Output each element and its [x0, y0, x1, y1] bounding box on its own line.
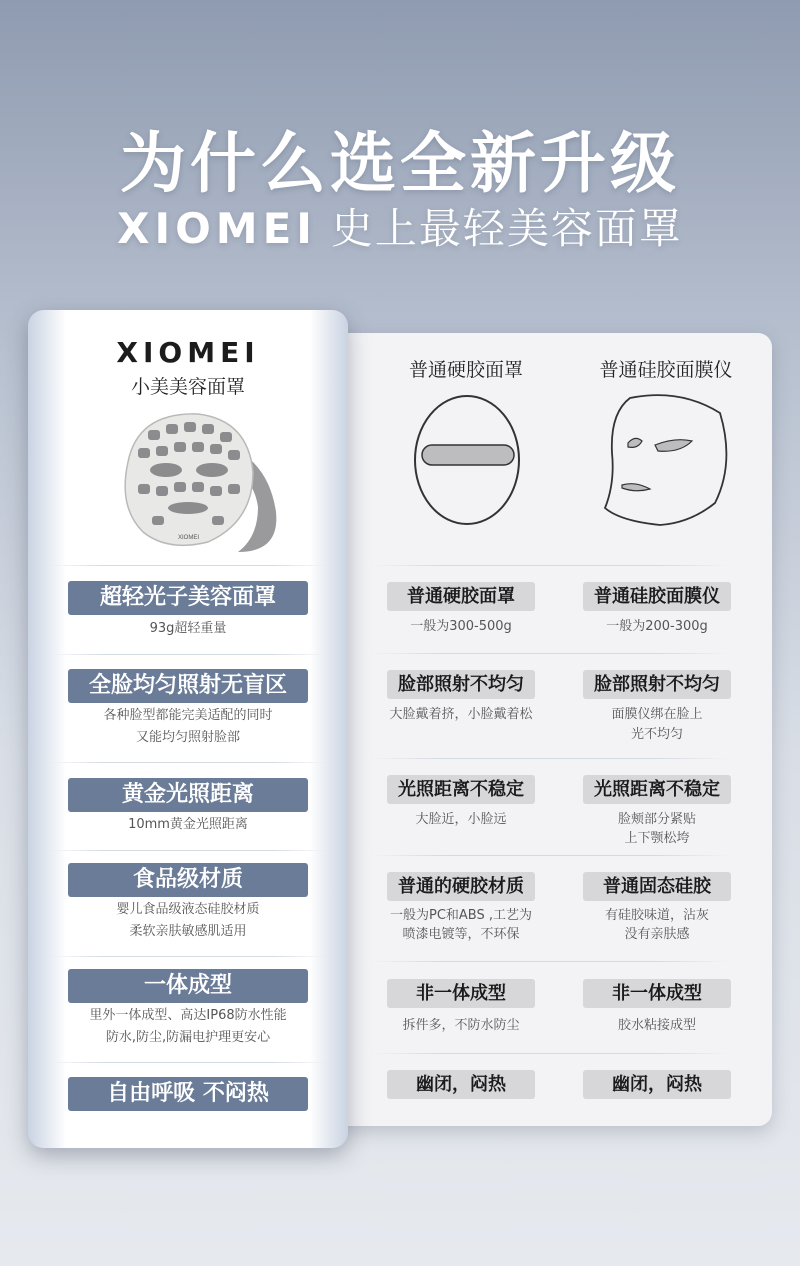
silicone-mask-material-tag: 普通固态硅胶 — [583, 872, 731, 901]
row-divider — [370, 961, 730, 962]
silicone-mask-coverage-tag: 脸部照射不均匀 — [583, 670, 731, 699]
brand-logo: XIOMEI — [116, 336, 260, 369]
feature-material-title: 食品级材质 — [68, 863, 308, 897]
feature-molding-desc-line1: 里外一体成型、高达IP68防水性能 — [89, 1008, 287, 1023]
feature-lightweight-title: 超轻光子美容面罩 — [68, 581, 308, 615]
hard-mask-material-desc-line1: 一般为PC和ABS ,工艺为 — [389, 908, 533, 923]
product-name: 小美美容面罩 — [130, 376, 245, 398]
row-divider — [48, 565, 328, 566]
subtitle-text: 史上最轻美容面罩 — [330, 204, 683, 253]
row-divider — [48, 956, 328, 957]
silicone-mask-breath-tag: 幽闭，闷热 — [583, 1070, 731, 1099]
row-divider — [370, 565, 730, 566]
silicone-mask-molding-desc: 胶水粘接成型 — [617, 1018, 696, 1033]
silicone-mask-distance-desc-line1: 脸颊部分紧贴 — [617, 812, 696, 827]
silicone-mask-weight-tag: 普通硅胶面膜仪 — [583, 582, 731, 611]
row-divider — [48, 850, 328, 851]
hard-mask-distance-desc: 大脸近，小脸远 — [415, 812, 507, 827]
hard-mask-illustration — [412, 393, 522, 528]
feature-breathable-title: 自由呼吸 不闷热 — [68, 1077, 308, 1111]
xiomei-product-panel — [28, 310, 348, 1148]
silicone-mask-coverage-desc-line2: 光不均匀 — [630, 727, 683, 742]
hard-mask-coverage-tag: 脸部照射不均匀 — [387, 670, 535, 699]
silicone-mask-molding-tag: 非一体成型 — [583, 979, 731, 1008]
hard-mask-coverage-desc: 大脸戴着挤，小脸戴着松 — [389, 707, 533, 722]
page-header — [0, 0, 800, 300]
feature-coverage-title: 全脸均匀照射无盲区 — [68, 669, 308, 703]
row-divider — [370, 1053, 730, 1054]
silicone-mask-distance-desc-line2: 上下颚松垮 — [624, 831, 690, 846]
feature-material-desc-line2: 柔软亲肤敏感肌适用 — [129, 924, 247, 939]
feature-material-desc-line1: 婴儿食品级液态硅胶材质 — [116, 902, 260, 917]
row-divider — [48, 762, 328, 763]
hard-mask-weight-desc: 一般为300-500g — [410, 619, 512, 634]
silicone-mask-coverage-desc-line1: 面膜仪绑在脸上 — [611, 707, 703, 722]
comparison-panel — [330, 333, 772, 1126]
column-header-hard-mask: 普通硬胶面罩 — [408, 359, 523, 381]
page-title: 为什么选全新升级 — [120, 125, 680, 202]
page-subtitle — [0, 196, 800, 256]
row-divider — [370, 758, 730, 759]
row-divider — [48, 1062, 328, 1063]
subtitle-brand: XIOMEI — [117, 204, 317, 253]
feature-molding-desc-line2: 防水,防尘,防漏电护理更安心 — [105, 1030, 271, 1045]
mask-embossed-logo: XIOMEI — [178, 535, 200, 541]
silicone-mask-distance-tag: 光照距离不稳定 — [583, 775, 731, 804]
silicone-mask-material-desc-line2: 没有亲肤感 — [624, 927, 690, 942]
hard-mask-molding-tag: 非一体成型 — [387, 979, 535, 1008]
row-divider — [370, 855, 730, 856]
silicone-mask-weight-desc: 一般为200-300g — [606, 619, 708, 634]
hard-mask-material-desc-line2: 喷漆电镀等，不环保 — [402, 927, 520, 942]
feature-coverage-desc-line1: 各种脸型都能完美适配的同时 — [103, 708, 273, 723]
hard-mask-material-tag: 普通的硬胶材质 — [387, 872, 535, 901]
xiomei-mask-image — [108, 402, 288, 562]
column-header-silicone-mask: 普通硅胶面膜仪 — [599, 359, 733, 381]
hard-mask-distance-tag: 光照距离不稳定 — [387, 775, 535, 804]
feature-lightweight-desc: 93g超轻重量 — [149, 621, 227, 636]
hard-mask-breath-tag: 幽闭，闷热 — [387, 1070, 535, 1099]
hard-mask-molding-desc: 拆件多，不防水防尘 — [402, 1018, 520, 1033]
feature-distance-title: 黄金光照距离 — [68, 778, 308, 812]
feature-coverage-desc-line2: 又能均匀照射脸部 — [135, 730, 240, 745]
row-divider — [48, 654, 328, 655]
silicone-mask-material-desc-line1: 有硅胶味道，沾灰 — [604, 908, 709, 923]
feature-distance-desc: 10mm黄金光照距离 — [128, 817, 248, 832]
silicone-mask-illustration — [600, 393, 735, 528]
feature-molding-title: 一体成型 — [68, 969, 308, 1003]
row-divider — [370, 653, 730, 654]
hard-mask-weight-tag: 普通硬胶面罩 — [387, 582, 535, 611]
